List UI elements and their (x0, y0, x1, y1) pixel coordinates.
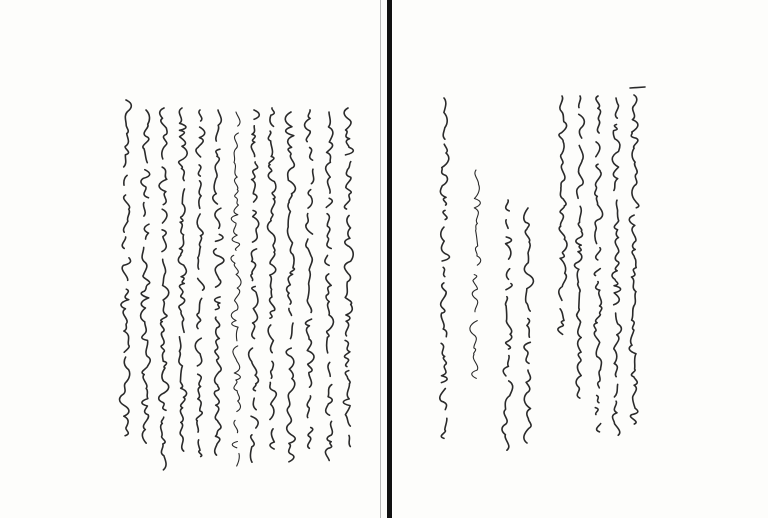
handwritten-column (470, 170, 481, 378)
handwritten-column (524, 208, 534, 451)
handwritten-column (343, 108, 353, 447)
handwritten-column (267, 108, 276, 449)
handwritten-column (195, 110, 205, 457)
handwritten-column (159, 108, 169, 470)
handwritten-column (213, 110, 224, 462)
handwritten-column (440, 98, 450, 438)
handwritten-column (574, 96, 584, 398)
handwritten-column (305, 110, 314, 452)
handwritten-column (594, 96, 603, 432)
handwritten-column (325, 112, 334, 467)
handwritten-column (285, 112, 295, 467)
handwritten-column (120, 100, 132, 443)
handwritten-column (612, 98, 621, 435)
handwritten-column (558, 96, 567, 334)
handwritten-column (141, 110, 151, 443)
handwritten-column (178, 108, 187, 458)
handwritten-column (249, 110, 260, 470)
handwritten-column (502, 200, 513, 450)
handwritten-column (231, 112, 241, 466)
item-marker-stroke (630, 87, 645, 88)
handwritten-column (629, 95, 639, 424)
